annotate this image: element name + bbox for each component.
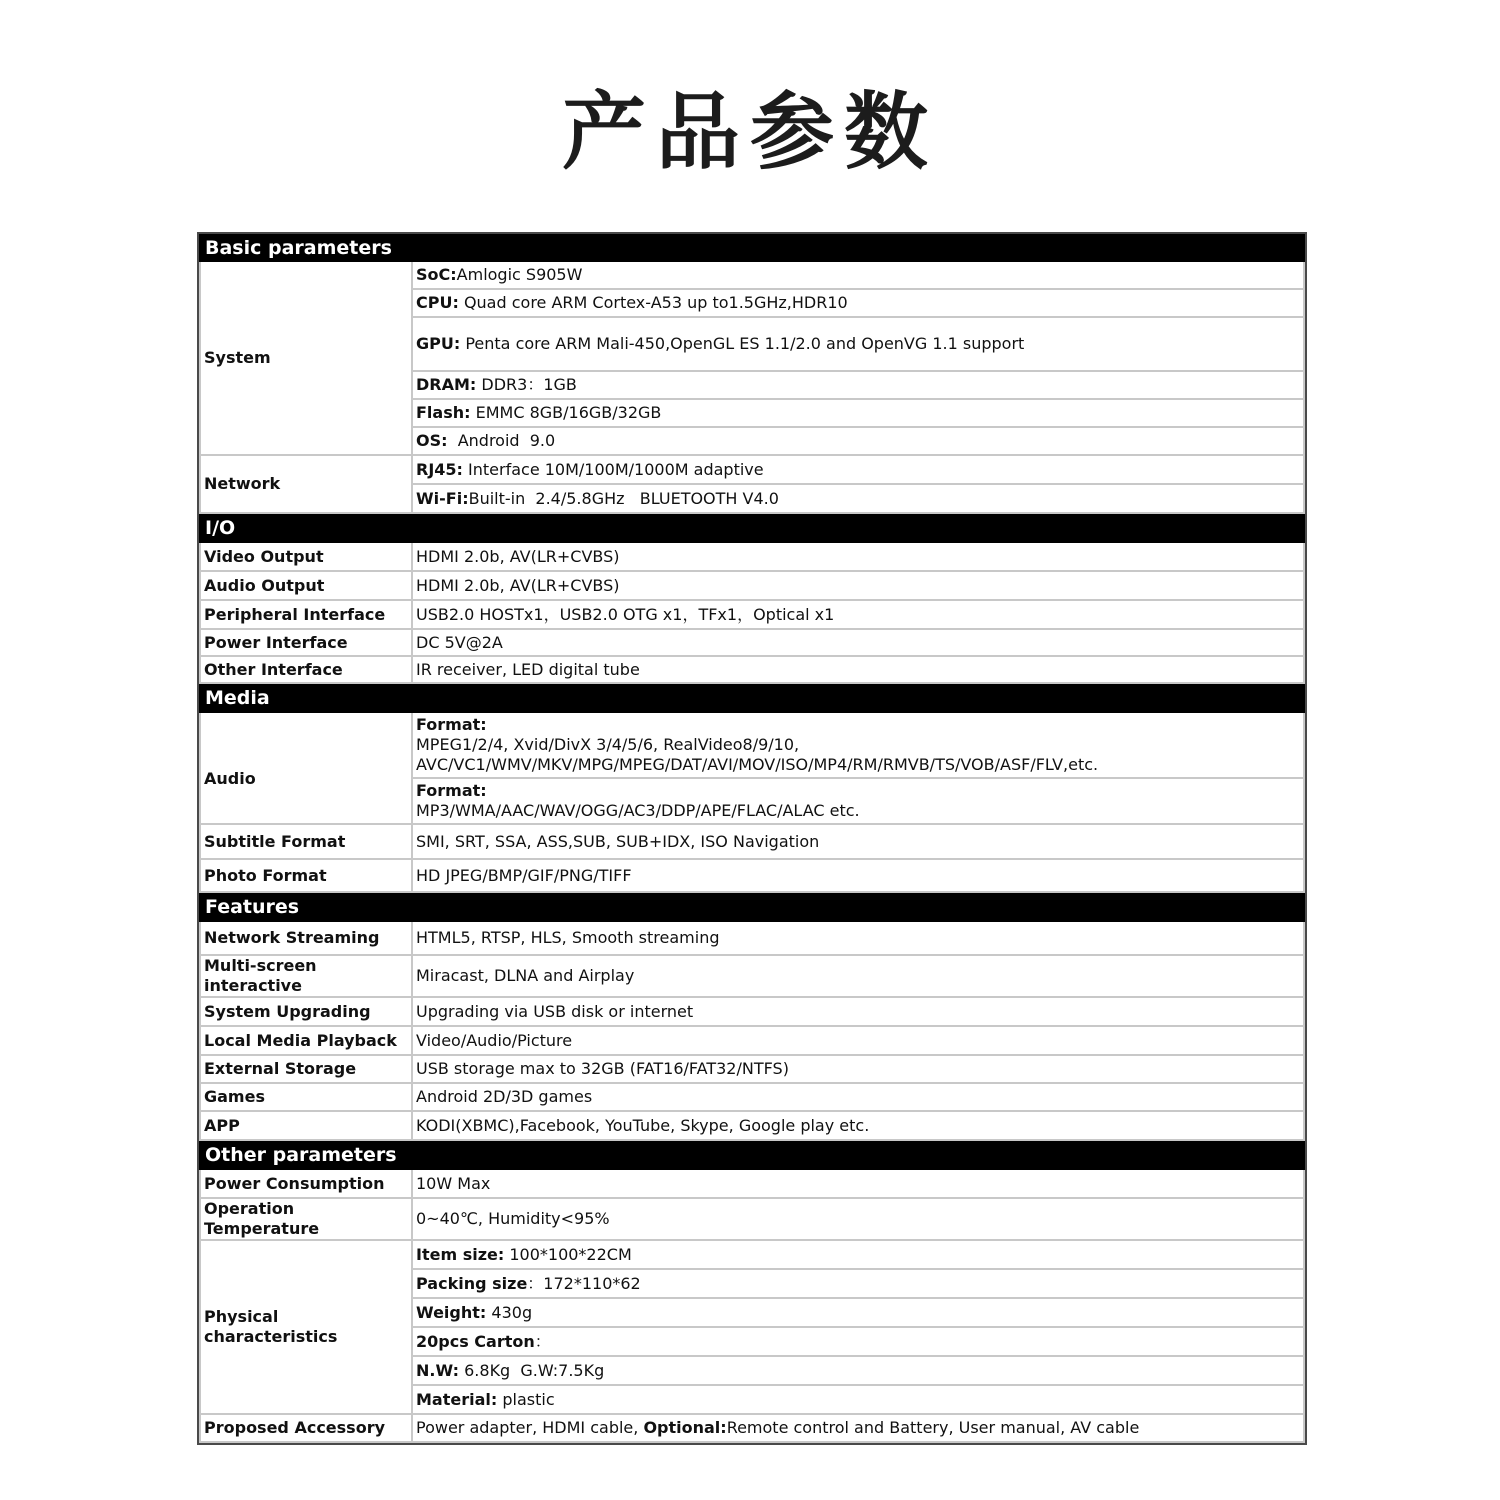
- table-row: [200, 1198, 1304, 1240]
- section-heading: Media: [200, 683, 1304, 712]
- spec-value: Format: MPEG1/2/4, Xvid/DivX 3/4/5/6, RealVideo8/9/10, AVC/VC1/WMV/MKV/MPG/MPEG/DAT/AVI/MOV/ISO/MP4/RM/RMVB/TS/VOB/ASF/FLV,etc.: [412, 712, 1304, 778]
- section-media: [200, 683, 1304, 712]
- section-io: [200, 513, 1304, 542]
- row-label: Power Consumption: [200, 1169, 412, 1198]
- table-row: [200, 1055, 1304, 1083]
- row-label: Proposed Accessory: [200, 1414, 412, 1442]
- page-title: 产品参数: [561, 83, 938, 181]
- row-label: Operation Temperature: [200, 1198, 412, 1240]
- section-heading: Basic parameters: [200, 235, 1304, 261]
- row-label: System Upgrading: [200, 997, 412, 1026]
- spec-value: 0~40℃, Humidity<95%: [412, 1198, 1304, 1240]
- spec-value: Packing size：172*110*62: [412, 1269, 1304, 1298]
- spec-value: Flash: EMMC 8GB/16GB/32GB: [412, 399, 1304, 427]
- table-row: [200, 261, 1304, 289]
- section-features: [200, 892, 1304, 921]
- row-label: Other Interface: [200, 656, 412, 683]
- spec-value: Item size: 100*100*22CM: [412, 1240, 1304, 1269]
- spec-value: Miracast, DLNA and Airplay: [412, 955, 1304, 997]
- spec-value: USB2.0 HOSTx1，USB2.0 OTG x1，TFx1，Optical x1: [412, 600, 1304, 629]
- row-label: External Storage: [200, 1055, 412, 1083]
- section-heading: Other parameters: [200, 1140, 1304, 1169]
- spec-value: KODI(XBMC),Facebook, YouTube, Skype, Google play etc.: [412, 1111, 1304, 1140]
- spec-value: Format: MP3/WMA/AAC/WAV/OGG/AC3/DDP/APE/FLAC/ALAC etc.: [412, 778, 1304, 824]
- table-row: [200, 712, 1304, 778]
- spec-value: SMI, SRT, SSA, ASS,SUB, SUB+IDX, ISO Navigation: [412, 824, 1304, 859]
- spec-value: DC 5V@2A: [412, 629, 1304, 656]
- spec-value: CPU: Quad core ARM Cortex-A53 up to1.5GHz,HDR10: [412, 289, 1304, 317]
- table-row: [200, 1414, 1304, 1442]
- table-row: [200, 955, 1304, 997]
- row-label: Network Streaming: [200, 921, 412, 955]
- spec-table: [197, 232, 1307, 1445]
- spec-value: Android 2D/3D games: [412, 1083, 1304, 1111]
- row-label: Audio Output: [200, 571, 412, 600]
- table-row: [200, 824, 1304, 859]
- table-row: [200, 1083, 1304, 1111]
- spec-value: Power adapter, HDMI cable, Optional:Remote control and Battery, User manual, AV cable: [412, 1414, 1304, 1442]
- table-row: [200, 542, 1304, 571]
- table-row: [200, 1026, 1304, 1055]
- spec-value: Material: plastic: [412, 1385, 1304, 1414]
- spec-value: HDMI 2.0b, AV(LR+CVBS): [412, 571, 1304, 600]
- row-label: Power Interface: [200, 629, 412, 656]
- row-label: Photo Format: [200, 859, 412, 892]
- row-label: Video Output: [200, 542, 412, 571]
- spec-value: 20pcs Carton：: [412, 1327, 1304, 1356]
- section-heading: I/O: [200, 513, 1304, 542]
- section-basic-parameters: [200, 235, 1304, 261]
- spec-value: HD JPEG/BMP/GIF/PNG/TIFF: [412, 859, 1304, 892]
- row-label-physical: Physical characteristics: [200, 1240, 412, 1414]
- spec-value: HDMI 2.0b, AV(LR+CVBS): [412, 542, 1304, 571]
- table-row: [200, 600, 1304, 629]
- section-heading: Features: [200, 892, 1304, 921]
- row-label: Subtitle Format: [200, 824, 412, 859]
- spec-value: IR receiver, LED digital tube: [412, 656, 1304, 683]
- table-row: [200, 1169, 1304, 1198]
- section-other-parameters: [200, 1140, 1304, 1169]
- spec-value: Upgrading via USB disk or internet: [412, 997, 1304, 1026]
- table-row: [200, 1111, 1304, 1140]
- spec-value: OS: Android 9.0: [412, 427, 1304, 455]
- table-row: [200, 859, 1304, 892]
- row-label: Local Media Playback: [200, 1026, 412, 1055]
- row-label: Multi-screen interactive: [200, 955, 412, 997]
- table-row: [200, 571, 1304, 600]
- spec-value: RJ45: Interface 10M/100M/1000M adaptive: [412, 455, 1304, 484]
- spec-value: Video/Audio/Picture: [412, 1026, 1304, 1055]
- spec-value: HTML5, RTSP, HLS, Smooth streaming: [412, 921, 1304, 955]
- spec-value: 10W Max: [412, 1169, 1304, 1198]
- spec-value: N.W: 6.8Kg G.W:7.5Kg: [412, 1356, 1304, 1385]
- spec-value: Wi-Fi:Built-in 2.4/5.8GHz BLUETOOTH V4.0: [412, 484, 1304, 513]
- row-label-system: System: [200, 261, 412, 455]
- table-row: [200, 997, 1304, 1026]
- table-row: [200, 921, 1304, 955]
- spec-value: Weight: 430g: [412, 1298, 1304, 1327]
- table-row: [200, 629, 1304, 656]
- table-row: [200, 455, 1304, 484]
- spec-value: GPU: Penta core ARM Mali-450,OpenGL ES 1.1/2.0 and OpenVG 1.1 support: [412, 317, 1304, 371]
- row-label: APP: [200, 1111, 412, 1140]
- table-row: [200, 1240, 1304, 1269]
- row-label: Games: [200, 1083, 412, 1111]
- spec-value: DRAM: DDR3：1GB: [412, 371, 1304, 399]
- spec-value: SoC:Amlogic S905W: [412, 261, 1304, 289]
- row-label-network: Network: [200, 455, 412, 513]
- spec-value: USB storage max to 32GB (FAT16/FAT32/NTFS): [412, 1055, 1304, 1083]
- table-row: [200, 656, 1304, 683]
- row-label: Peripheral Interface: [200, 600, 412, 629]
- row-label-audio: Audio: [200, 712, 412, 824]
